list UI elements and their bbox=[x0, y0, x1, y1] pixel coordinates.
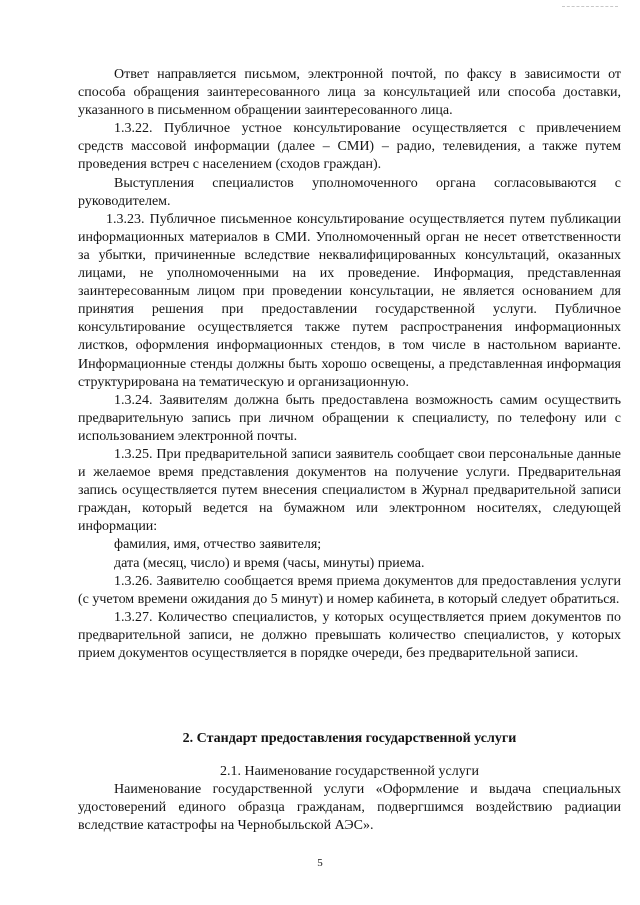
paragraph-1-3-22: 1.3.22. Публичное устное консультирование осуществляется с привлечением средств массовой информации (далее – СМИ) – радио, телевидения, а также путем проведения встреч с населением (сходов граждан). bbox=[78, 121, 621, 173]
paragraph-1-3-23: 1.3.23. Публичное письменное консультирование осуществляется путем публикации информационных материалов в СМИ. Уполномоченный орган не несет ответственности за убытки, причиненные вследствие неквалифицированных консультаций, оказанных лицами, не уполномоченными на их проведение. Информация, представленная заинтересованным лицом при проведении консультации, не является основанием для принятия решения при предоставлении государственной услуги. Публичное консультирование осуществляется также путем распространения информационных листков, оформления информационных стендов, в том числе в настольном варианте. Информационные стенды должны быть хорошо освещены, а представленная информация структурирована на тематическую и организационную. bbox=[78, 211, 621, 390]
paragraph-1-3-27: 1.3.27. Количество специалистов, у которых осуществляется прием документов по предварительной записи, не должно превышать количество специалистов, у которых прием документов осуществляется в порядке очереди, без предварительной записи. bbox=[78, 609, 621, 661]
paragraph-speeches-approval: Выступления специалистов уполномоченного органа согласовываются с руководителем. bbox=[78, 175, 621, 209]
paragraph-1-3-26: 1.3.26. Заявителю сообщается время приема документов для предоставления услуги (с учетом времени ожидания до 5 минут) и номер кабинета, в который следует обратиться. bbox=[78, 573, 621, 607]
scan-edge-mark bbox=[562, 6, 618, 8]
document-body bbox=[78, 66, 621, 663]
subsection-heading: 2.1. Наименование государственной услуги bbox=[220, 764, 479, 779]
service-name-paragraph: Наименование государственной услуги «Оформление и выдача специальных удостоверений единого образца гражданам, подвергшимся воздействию радиации вследствие катастрофы на Чернобыльской АЭС». bbox=[78, 782, 621, 834]
section-heading: 2. Стандарт предоставления государственной услуги bbox=[182, 731, 517, 746]
page-number: 5 bbox=[317, 857, 323, 869]
paragraph-1-3-25: 1.3.25. При предварительной записи заявитель сообщает свои персональные данные и желаемое время представления документов на получение услуги. Предварительная запись осуществляется путем внесения специалистом в Журнал предварительной записи граждан, который ведется на бумажном или электронном носителях, следующей информации: bbox=[78, 446, 621, 535]
paragraph-1-3-24: 1.3.24. Заявителям должна быть предоставлена возможность самим осуществить предварительную запись при личном обращении к специалисту, по телефону или с использованием электронной почты. bbox=[78, 392, 621, 444]
subsection-block bbox=[78, 763, 621, 835]
list-item-full-name: фамилия, имя, отчество заявителя; bbox=[114, 537, 322, 553]
paragraph-response-delivery: Ответ направляется письмом, электронной почтой, по факсу в зависимости от способа обращения заинтересованного лица за консультацией или способа доставки, указанного в письменном обращении заинтересованного лица. bbox=[78, 67, 621, 119]
list-item-date-time: дата (месяц, число) и время (часы, минуты) приема. bbox=[114, 555, 425, 571]
